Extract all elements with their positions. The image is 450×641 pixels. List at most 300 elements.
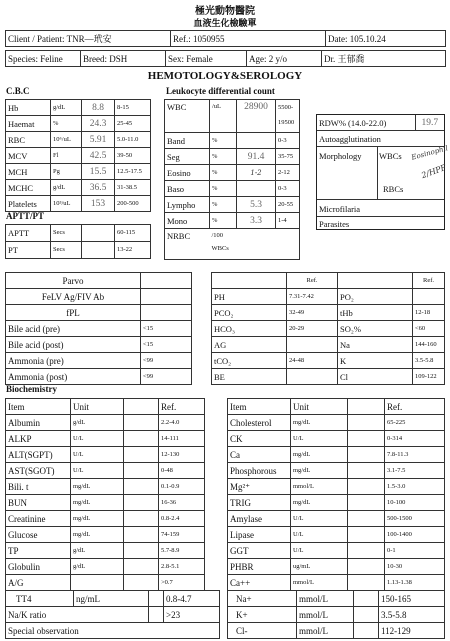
tt4-value bbox=[149, 591, 164, 607]
biochem-value bbox=[348, 447, 385, 463]
biochem-unit: U/L bbox=[291, 511, 348, 527]
leuko-row bbox=[165, 133, 300, 149]
bloodgas-header-blank bbox=[212, 273, 287, 289]
biochem-test-name: ALKP bbox=[6, 431, 71, 447]
nrbc-unit-line1: /100 bbox=[211, 232, 224, 239]
biochem-ref: 0.1-0.9 bbox=[159, 479, 205, 495]
biochem-unit: U/L bbox=[291, 527, 348, 543]
nrbc-row bbox=[165, 229, 300, 260]
biochem-ref: 0-314 bbox=[385, 431, 445, 447]
cbc-ref: 12.5-17.5 bbox=[115, 164, 151, 180]
leuko-row bbox=[165, 149, 300, 165]
biochem-value bbox=[348, 575, 385, 591]
bloodgas-ref-header: Ref. bbox=[287, 273, 338, 289]
biochem-test-name: BUN bbox=[6, 495, 71, 511]
serology-ref: <15 bbox=[141, 321, 192, 337]
biochem-unit: g/dL bbox=[71, 543, 124, 559]
electrolyte-unit: mmol/L bbox=[297, 623, 354, 639]
bloodgas-header-blank bbox=[338, 273, 413, 289]
leuko-row bbox=[165, 197, 300, 213]
biochem-unit: mg/dL bbox=[71, 479, 124, 495]
rdw-panel bbox=[316, 114, 449, 230]
bloodgas-ref: 144-160 bbox=[413, 337, 445, 353]
aptt-unit: Secs bbox=[51, 225, 82, 242]
biochem-test-name: GGT bbox=[228, 543, 291, 559]
biochem-unit: U/L bbox=[291, 431, 348, 447]
bloodgas-name: tHb bbox=[338, 305, 413, 321]
biochem-value bbox=[348, 495, 385, 511]
bloodgas-row bbox=[212, 289, 445, 305]
client-cell bbox=[6, 31, 171, 47]
aptt-row bbox=[6, 242, 151, 259]
cbc-ref: 8-15 bbox=[115, 100, 151, 116]
cbc-test-name: MCH bbox=[6, 164, 51, 180]
leuko-ref: 2-12 bbox=[276, 165, 300, 181]
biochem-test-name: Ca bbox=[228, 447, 291, 463]
biochem-unit: mg/dL bbox=[71, 527, 124, 543]
wbc-ref-line1: 5500- bbox=[278, 104, 294, 111]
cbc-value: 24.3 bbox=[82, 116, 115, 132]
cbc-row bbox=[6, 148, 151, 164]
bloodgas-ref: 12-18 bbox=[413, 305, 445, 321]
biochem-row bbox=[228, 527, 445, 543]
serology-test-name: Ammonia (post) bbox=[6, 369, 141, 385]
parasites-label: Parasites bbox=[319, 219, 350, 229]
electrolyte-row bbox=[228, 623, 445, 639]
biochem-ref: 1.5-3.0 bbox=[385, 479, 445, 495]
biochem-test-name: Glucose bbox=[6, 527, 71, 543]
serology-ref bbox=[141, 289, 192, 305]
biochem-ref: 74-159 bbox=[159, 527, 205, 543]
morphology-rbcs-label: RBCs bbox=[383, 184, 404, 194]
biochem-value bbox=[124, 527, 159, 543]
biochem-test-name: Phosphorous bbox=[228, 463, 291, 479]
biochem-row bbox=[6, 463, 205, 479]
cbc-test-name: MCHC bbox=[6, 180, 51, 196]
biochem-unit: mg/dL bbox=[71, 495, 124, 511]
cbc-ref: 39-50 bbox=[115, 148, 151, 164]
leuko-ref: 1-4 bbox=[276, 213, 300, 229]
biochem-row bbox=[6, 431, 205, 447]
serology-ref: <15 bbox=[141, 337, 192, 353]
bloodgas-name: Na bbox=[338, 337, 413, 353]
electrolyte-name: Cl- bbox=[228, 623, 297, 639]
biochem-test-name: TP bbox=[6, 543, 71, 559]
cbc-value: 42.5 bbox=[82, 148, 115, 164]
morphology-wbcs-label: WBCs bbox=[379, 151, 402, 161]
bloodgas-ref: <60 bbox=[413, 321, 445, 337]
biochem-unit: mg/dL bbox=[291, 463, 348, 479]
cbc-title: C.B.C bbox=[6, 86, 30, 96]
biochem-ref-header: Ref. bbox=[385, 399, 445, 415]
leuko-cell-name: Mono bbox=[165, 213, 210, 229]
biochem-row bbox=[6, 479, 205, 495]
electrolyte-row bbox=[228, 591, 445, 607]
biochem-test-name: CK bbox=[228, 431, 291, 447]
footer-electrolyte-table bbox=[227, 590, 445, 639]
biochem-test-name: TRIG bbox=[228, 495, 291, 511]
biochem-ref: 500-1500 bbox=[385, 511, 445, 527]
aptt-test-name: APTT bbox=[6, 225, 51, 242]
serology-table bbox=[5, 272, 192, 385]
nak-name: Na/K ratio bbox=[6, 607, 149, 623]
bloodgas-ref: 3.5-5.8 bbox=[413, 353, 445, 369]
bloodgas-name: tCO₂ bbox=[212, 353, 287, 369]
nrbc-name: NRBC bbox=[165, 229, 210, 260]
aptt-value bbox=[82, 225, 115, 242]
bloodgas-name: AG bbox=[212, 337, 287, 353]
biochem-row bbox=[228, 559, 445, 575]
patient-info-table bbox=[5, 30, 446, 67]
biochem-row bbox=[6, 527, 205, 543]
leuko-unit: % bbox=[210, 149, 237, 165]
biochem-unit: mg/dL bbox=[291, 447, 348, 463]
biochem-row bbox=[6, 543, 205, 559]
cbc-row bbox=[6, 100, 151, 116]
cbc-row bbox=[6, 116, 151, 132]
leuko-table bbox=[164, 99, 300, 260]
wbc-row bbox=[165, 100, 300, 133]
species-cell: Species: Feline bbox=[6, 51, 81, 67]
breed-cell: Breed: DSH bbox=[81, 51, 166, 67]
biochem-header-row bbox=[228, 399, 445, 415]
biochem-test-name: Lipase bbox=[228, 527, 291, 543]
morphology-label: Morphology bbox=[319, 151, 362, 161]
leuko-ref: 20-55 bbox=[276, 197, 300, 213]
electrolyte-unit: mmol/L bbox=[297, 607, 354, 623]
ref-value: 1050955 bbox=[193, 33, 225, 44]
biochem-ref-header: Ref. bbox=[159, 399, 205, 415]
aptt-row bbox=[6, 225, 151, 242]
biochem-test-name: Albumin bbox=[6, 415, 71, 431]
biochem-value bbox=[124, 559, 159, 575]
biochem-value bbox=[348, 511, 385, 527]
biochem-row bbox=[228, 463, 445, 479]
biochem-row bbox=[6, 511, 205, 527]
rdw-value: 19.7 bbox=[415, 115, 444, 131]
biochem-ref: 5.7-8.9 bbox=[159, 543, 205, 559]
biochem-value bbox=[348, 543, 385, 559]
cbc-unit: g/dL bbox=[51, 180, 82, 196]
biochem-unit: g/dL bbox=[71, 559, 124, 575]
wbc-ref bbox=[276, 100, 300, 133]
leuko-cell-name: Band bbox=[165, 133, 210, 149]
biochem-unit bbox=[71, 575, 124, 591]
leuko-unit: % bbox=[210, 213, 237, 229]
cbc-test-name: Platelets bbox=[6, 196, 51, 212]
bloodgas-row bbox=[212, 369, 445, 385]
serology-test-name: Bile acid (pre) bbox=[6, 321, 141, 337]
biochem-value bbox=[124, 431, 159, 447]
hospital-name: 極光動物醫院 bbox=[195, 6, 255, 17]
electrolyte-value bbox=[354, 623, 379, 639]
cbc-unit: g/dL bbox=[51, 100, 82, 116]
nrbc-unit bbox=[210, 229, 300, 260]
biochem-ref: 12-130 bbox=[159, 447, 205, 463]
biochem-row bbox=[228, 479, 445, 495]
biochem-unit-header: Unit bbox=[291, 399, 348, 415]
serology-row bbox=[6, 305, 192, 321]
serology-ref bbox=[141, 273, 192, 289]
electrolyte-name: K+ bbox=[228, 607, 297, 623]
autoagglutination-label: Autoagglutination bbox=[317, 131, 444, 147]
biochem-ref: 14-111 bbox=[159, 431, 205, 447]
rdw-label: RDW% (14.0-22.0) bbox=[317, 115, 415, 131]
biochem-item-header: Item bbox=[6, 399, 71, 415]
biochem-value bbox=[348, 527, 385, 543]
biochem-row bbox=[228, 543, 445, 559]
bloodgas-ref bbox=[287, 337, 338, 353]
date-label: Date: bbox=[328, 33, 348, 44]
ref-cell bbox=[171, 31, 326, 47]
biochem-row bbox=[228, 415, 445, 431]
biochem-ref: 10-100 bbox=[385, 495, 445, 511]
bloodgas-name: K bbox=[338, 353, 413, 369]
biochem-test-name: Amylase bbox=[228, 511, 291, 527]
cbc-row bbox=[6, 196, 151, 212]
morphology-divider bbox=[377, 147, 378, 199]
biochem-value bbox=[124, 415, 159, 431]
biochem-unit: mg/dL bbox=[291, 415, 348, 431]
bloodgas-ref-header: Ref. bbox=[413, 273, 445, 289]
form-title: 血液生化檢驗單 bbox=[193, 18, 257, 28]
special-observation-label: Special observation bbox=[6, 623, 220, 639]
serology-test-name: fPL bbox=[6, 305, 141, 321]
cbc-value: 36.5 bbox=[82, 180, 115, 196]
leuko-value: 3.3 bbox=[237, 213, 276, 229]
aptt-ref: 60-115 bbox=[115, 225, 151, 242]
biochem-unit: ug/mL bbox=[291, 559, 348, 575]
date-value: 105.10.24 bbox=[349, 33, 386, 44]
bloodgas-row bbox=[212, 337, 445, 353]
cbc-test-name: Haemat bbox=[6, 116, 51, 132]
biochem-test-name: Ca++ bbox=[228, 575, 291, 591]
wbc-ref-line2: 19500 bbox=[278, 119, 295, 126]
biochem-ref: >0.7 bbox=[159, 575, 205, 591]
biochem-test-name: Mg²⁺ bbox=[228, 479, 291, 495]
leuko-value bbox=[237, 133, 276, 149]
biochem-unit: mg/dL bbox=[291, 495, 348, 511]
wbc-name: WBC bbox=[165, 100, 210, 133]
cbc-test-name: RBC bbox=[6, 132, 51, 148]
cbc-ref: 31-38.5 bbox=[115, 180, 151, 196]
cbc-ref: 25-45 bbox=[115, 116, 151, 132]
biochem-ref: 65-225 bbox=[385, 415, 445, 431]
biochem-row bbox=[6, 559, 205, 575]
biochem-unit: U/L bbox=[71, 463, 124, 479]
biochem-title: Biochemistry bbox=[6, 384, 57, 394]
biochem-left-table bbox=[5, 398, 205, 591]
biochem-ref: 0-1 bbox=[385, 543, 445, 559]
biochem-ref: 10-30 bbox=[385, 559, 445, 575]
biochem-value bbox=[124, 575, 159, 591]
biochem-row bbox=[228, 495, 445, 511]
client-label: Client / Patient: bbox=[8, 33, 65, 44]
nrbc-unit-line2: WBCs bbox=[211, 245, 229, 252]
leuko-ref: 35-75 bbox=[276, 149, 300, 165]
bloodgas-table bbox=[211, 272, 445, 385]
bloodgas-ref: 7.31-7.42 bbox=[287, 289, 338, 305]
biochem-row bbox=[228, 511, 445, 527]
cbc-row bbox=[6, 132, 151, 148]
biochem-unit: U/L bbox=[291, 543, 348, 559]
biochem-value bbox=[348, 479, 385, 495]
bloodgas-row bbox=[212, 353, 445, 369]
biochem-test-name: A/G bbox=[6, 575, 71, 591]
biochem-ref: 2.8-5.1 bbox=[159, 559, 205, 575]
biochem-value bbox=[348, 431, 385, 447]
cbc-row bbox=[6, 164, 151, 180]
biochem-row bbox=[6, 495, 205, 511]
serology-row bbox=[6, 353, 192, 369]
electrolyte-value bbox=[354, 591, 379, 607]
serology-row bbox=[6, 273, 192, 289]
morphology-wbcs-note: Eosinophil bbox=[410, 144, 449, 162]
leuko-unit: % bbox=[210, 181, 237, 197]
electrolyte-name: Na+ bbox=[228, 591, 297, 607]
cbc-value: 5.91 bbox=[82, 132, 115, 148]
biochem-unit: U/L bbox=[71, 447, 124, 463]
doctor-cell: Dr. 王郁喬 bbox=[322, 51, 446, 67]
aptt-title: APTT/PT bbox=[6, 211, 45, 221]
cbc-value: 8.8 bbox=[82, 100, 115, 116]
leuko-ref: 0-3 bbox=[276, 133, 300, 149]
cbc-unit: 10³/uL bbox=[51, 196, 82, 212]
bloodgas-name: PH bbox=[212, 289, 287, 305]
biochem-ref: 7.8-11.3 bbox=[385, 447, 445, 463]
main-title: HEMOTOLOGY&SEROLOGY bbox=[147, 70, 303, 82]
serology-row bbox=[6, 337, 192, 353]
biochem-row bbox=[228, 575, 445, 591]
biochem-ref: 0.8-2.4 bbox=[159, 511, 205, 527]
cbc-unit: Fl bbox=[51, 148, 82, 164]
footer-left-table bbox=[5, 590, 220, 639]
bloodgas-ref: 109-122 bbox=[413, 369, 445, 385]
biochem-right-table bbox=[227, 398, 445, 591]
biochem-ref: 2.2-4.0 bbox=[159, 415, 205, 431]
cbc-unit: Pg bbox=[51, 164, 82, 180]
leuko-unit: % bbox=[210, 197, 237, 213]
bloodgas-row bbox=[212, 321, 445, 337]
nak-value bbox=[149, 607, 164, 623]
biochem-ref: 16-36 bbox=[159, 495, 205, 511]
aptt-value bbox=[82, 242, 115, 259]
cbc-value: 15.5 bbox=[82, 164, 115, 180]
leuko-row bbox=[165, 181, 300, 197]
cbc-table bbox=[5, 99, 151, 212]
wbc-unit: /uL bbox=[210, 100, 237, 133]
biochem-row bbox=[6, 415, 205, 431]
biochem-value bbox=[124, 543, 159, 559]
tt4-ref: 0.8-4.7 bbox=[164, 591, 220, 607]
bloodgas-header-row bbox=[212, 273, 445, 289]
biochem-unit: U/L bbox=[71, 431, 124, 447]
biochem-test-name: AST(SGOT) bbox=[6, 463, 71, 479]
biochem-value bbox=[124, 447, 159, 463]
tt4-unit: ng/mL bbox=[74, 591, 149, 607]
serology-test-name: Parvo bbox=[6, 273, 141, 289]
leuko-cell-name: Lympho bbox=[165, 197, 210, 213]
client-value: TNR—玳安 bbox=[66, 33, 112, 44]
leuko-ref: 0-3 bbox=[276, 181, 300, 197]
leuko-cell-name: Eosino bbox=[165, 165, 210, 181]
bloodgas-name: SO₂% bbox=[338, 321, 413, 337]
serology-test-name: FeLV Ag/FIV Ab bbox=[6, 289, 141, 305]
biochem-value bbox=[124, 479, 159, 495]
bloodgas-ref bbox=[287, 369, 338, 385]
serology-row bbox=[6, 369, 192, 385]
biochem-ref: 100-1400 bbox=[385, 527, 445, 543]
bloodgas-name: PO₂ bbox=[338, 289, 413, 305]
aptt-table bbox=[5, 224, 151, 259]
biochem-row bbox=[228, 431, 445, 447]
biochem-value-header bbox=[348, 399, 385, 415]
biochem-test-name: ALT(SGPT) bbox=[6, 447, 71, 463]
electrolyte-ref: 3.5-5.8 bbox=[379, 607, 445, 623]
leuko-unit: % bbox=[210, 133, 237, 149]
cbc-value: 153 bbox=[82, 196, 115, 212]
leuko-row bbox=[165, 165, 300, 181]
electrolyte-value bbox=[354, 607, 379, 623]
cbc-unit: 10⁶/uL bbox=[51, 132, 82, 148]
biochem-row bbox=[6, 447, 205, 463]
microfilaria-label: Microfilaria bbox=[319, 204, 361, 214]
serology-ref: <99 bbox=[141, 369, 192, 385]
tt4-name: TT4 bbox=[6, 591, 74, 607]
cbc-ref: 5.0-11.0 bbox=[115, 132, 151, 148]
cbc-ref: 200-500 bbox=[115, 196, 151, 212]
biochem-header-row bbox=[6, 399, 205, 415]
leuko-cell-name: Baso bbox=[165, 181, 210, 197]
leuko-value: 1-2 bbox=[237, 165, 276, 181]
sex-cell: Sex: Female bbox=[166, 51, 247, 67]
cbc-test-name: MCV bbox=[6, 148, 51, 164]
serology-row bbox=[6, 289, 192, 305]
leuko-title: Leukocyte differential count bbox=[166, 86, 275, 96]
biochem-test-name: PHBR bbox=[228, 559, 291, 575]
biochem-unit: mg/dL bbox=[71, 511, 124, 527]
biochem-value-header bbox=[124, 399, 159, 415]
biochem-test-name: Bili. t bbox=[6, 479, 71, 495]
biochem-test-name: Cholesterol bbox=[228, 415, 291, 431]
aptt-test-name: PT bbox=[6, 242, 51, 259]
biochem-ref: 0-48 bbox=[159, 463, 205, 479]
leuko-row bbox=[165, 213, 300, 229]
biochem-value bbox=[348, 463, 385, 479]
biochem-value bbox=[124, 495, 159, 511]
leuko-cell-name: Seg bbox=[165, 149, 210, 165]
serology-row bbox=[6, 321, 192, 337]
biochem-value bbox=[124, 511, 159, 527]
leuko-value: 91.4 bbox=[237, 149, 276, 165]
bloodgas-row bbox=[212, 305, 445, 321]
bloodgas-name: Cl bbox=[338, 369, 413, 385]
leuko-value bbox=[237, 181, 276, 197]
biochem-ref: 3.1-7.5 bbox=[385, 463, 445, 479]
morphology-rbcs-note: 2/HPF bbox=[420, 162, 448, 181]
nak-ref: >23 bbox=[164, 607, 220, 623]
biochem-item-header: Item bbox=[228, 399, 291, 415]
aptt-ref: 13-22 bbox=[115, 242, 151, 259]
bloodgas-ref: 32-49 bbox=[287, 305, 338, 321]
bloodgas-ref bbox=[413, 289, 445, 305]
bloodgas-name: PCO₂ bbox=[212, 305, 287, 321]
bloodgas-name: BE bbox=[212, 369, 287, 385]
cbc-test-name: Hb bbox=[6, 100, 51, 116]
biochem-value bbox=[348, 415, 385, 431]
serology-test-name: Ammonia (pre) bbox=[6, 353, 141, 369]
biochem-value bbox=[348, 559, 385, 575]
